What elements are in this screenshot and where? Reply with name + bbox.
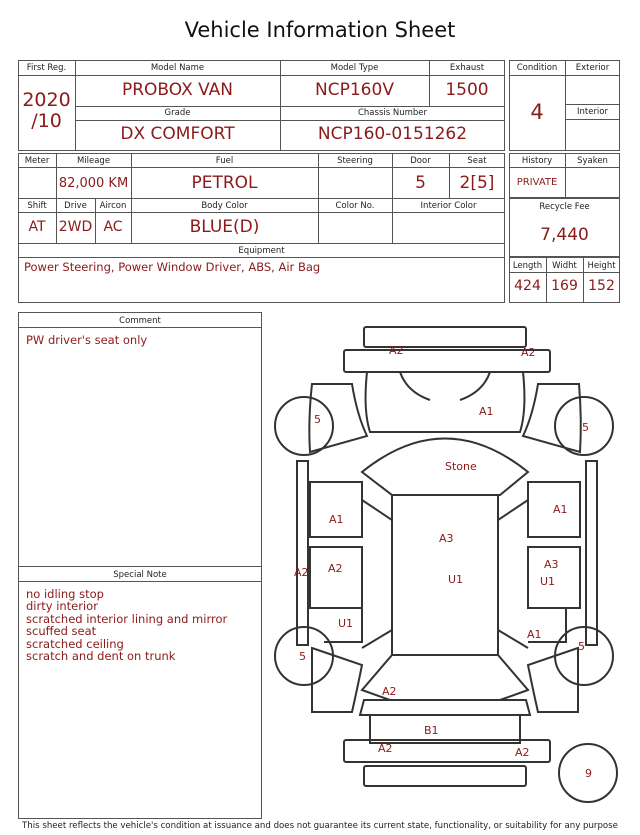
- mileage-label: Mileage: [76, 156, 111, 166]
- special-note-line: scratched ceiling: [26, 637, 124, 651]
- height-label: Height: [587, 261, 616, 271]
- interior-color-label: Interior Color: [420, 201, 477, 211]
- body-color-label: Body Color: [201, 201, 248, 211]
- mark-wheel-rear-right: 5: [578, 640, 585, 653]
- mark-front-bumper-left: A2: [389, 344, 404, 357]
- mark-front-fender-left: A1: [329, 513, 344, 526]
- syaken-label: Syaken: [577, 156, 608, 166]
- recycle-fee-value: 7,440: [540, 225, 589, 245]
- mark-rear-door-left: U1: [338, 617, 354, 630]
- fuel-label: Fuel: [215, 156, 234, 166]
- height-value: 152: [588, 278, 615, 294]
- drive-label: Drive: [64, 201, 87, 211]
- exterior-label: Exterior: [575, 63, 610, 73]
- mark-rear-door-right: A3: [544, 558, 559, 571]
- special-note-label: Special Note: [113, 570, 167, 580]
- condition-value: 4: [530, 100, 544, 124]
- exhaust-value: 1500: [445, 80, 489, 100]
- aircon-label: Aircon: [99, 201, 127, 211]
- special-note-line: scratch and dent on trunk: [26, 649, 176, 663]
- mark-wheel-front-left: 5: [314, 413, 321, 426]
- grade-label: Grade: [164, 108, 191, 118]
- mark-front-fender-right: A1: [553, 503, 568, 516]
- mark-front-door-left: A2: [328, 562, 343, 575]
- first-reg-month: /10: [31, 110, 62, 132]
- comment-text: PW driver's seat only: [26, 333, 148, 347]
- width-label: Widht: [552, 261, 577, 271]
- door-value: 5: [415, 173, 426, 193]
- seat-value: 2[5]: [459, 173, 495, 193]
- special-note-line: scuffed seat: [26, 624, 97, 638]
- chassis-label: Chassis Number: [357, 108, 428, 118]
- mark-rocker-left: A2: [294, 566, 309, 579]
- exhaust-label: Exhaust: [449, 63, 485, 73]
- mark-spare: 9: [585, 767, 592, 780]
- mark-wheel-rear-left: 5: [299, 650, 306, 663]
- seat-label: Seat: [467, 156, 487, 166]
- mark-windshield: Stone: [445, 460, 477, 473]
- first-reg-year: 2020: [22, 89, 71, 111]
- model-type-label: Model Type: [330, 63, 379, 73]
- mark-rear-fender-right: A1: [527, 628, 542, 641]
- mark-front-bumper-right: A2: [521, 346, 536, 359]
- disclaimer-footer: This sheet reflects the vehicle's condition at issuance and does not guarantee its current state, functionality, or suitability for any purpose: [22, 821, 618, 831]
- special-note-line: no idling stop: [26, 587, 104, 601]
- model-name-value: PROBOX VAN: [121, 80, 234, 100]
- mark-cabin-center: U1: [448, 573, 464, 586]
- mark-wheel-front-right: 5: [582, 421, 589, 434]
- mark-rear-bumper-right: A2: [515, 746, 530, 759]
- interior-label: Interior: [576, 107, 608, 117]
- comment-label: Comment: [119, 316, 161, 326]
- mark-rear-bumper-left: A2: [378, 742, 393, 755]
- history-value: PRIVATE: [516, 177, 558, 188]
- shift-label: Shift: [27, 201, 47, 211]
- color-no-label: Color No.: [335, 201, 375, 211]
- mark-roof: A3: [439, 532, 454, 545]
- mark-rear-door-right-2: U1: [540, 575, 556, 588]
- mark-rear-glass: A2: [382, 685, 397, 698]
- mark-trunk: B1: [424, 724, 439, 737]
- condition-label: Condition: [516, 63, 558, 73]
- mileage-value: 82,000 KM: [58, 176, 129, 191]
- first-reg-label: First Reg.: [26, 63, 67, 73]
- grade-value: DX COMFORT: [120, 124, 235, 144]
- special-note-line: dirty interior: [26, 599, 98, 613]
- car-damage-diagram: [266, 318, 620, 818]
- equipment-value: Power Steering, Power Window Driver, ABS, Air Bag: [24, 260, 321, 274]
- mark-hood: A1: [479, 405, 494, 418]
- model-type-value: NCP160V: [315, 80, 394, 100]
- body-color-value: BLUE(D): [189, 217, 260, 237]
- chassis-value: NCP160-0151262: [317, 124, 468, 144]
- history-label: History: [521, 156, 553, 166]
- page-title: Vehicle Information Sheet: [184, 18, 456, 42]
- special-note-line: scratched interior lining and mirror: [26, 612, 228, 626]
- door-label: Door: [410, 156, 431, 166]
- length-value: 424: [514, 278, 541, 294]
- recycle-fee-label: Recycle Fee: [539, 202, 590, 212]
- width-value: 169: [551, 278, 578, 294]
- drive-value: 2WD: [58, 219, 93, 235]
- model-name-label: Model Name: [150, 63, 205, 73]
- fuel-value: PETROL: [191, 173, 258, 193]
- aircon-value: AC: [103, 219, 123, 235]
- length-label: Length: [512, 261, 543, 271]
- equipment-label: Equipment: [238, 246, 285, 256]
- meter-label: Meter: [24, 156, 50, 166]
- shift-value: AT: [28, 219, 46, 235]
- steering-label: Steering: [337, 156, 373, 166]
